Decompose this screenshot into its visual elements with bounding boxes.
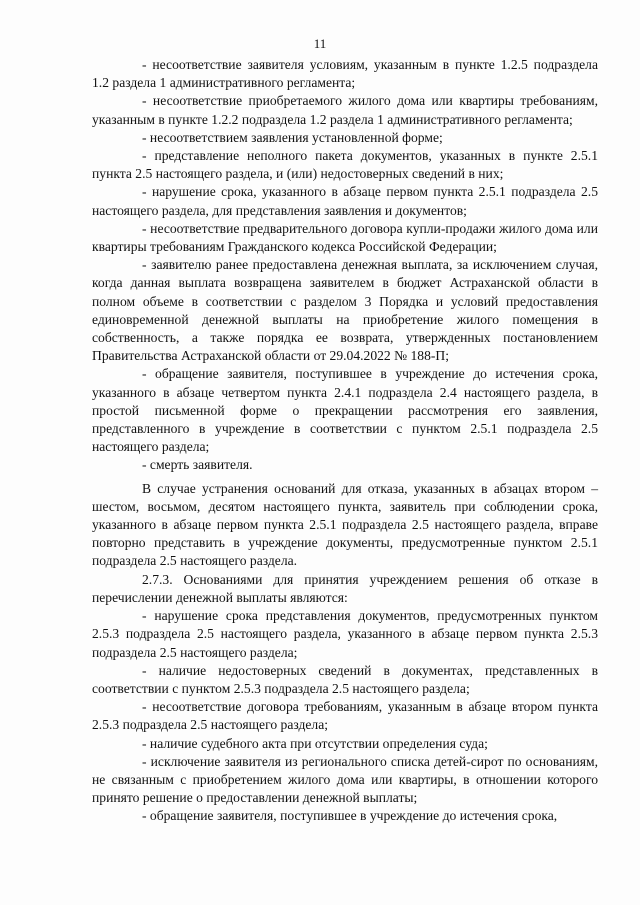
paragraph: - заявителю ранее предоставлена денежная выплата, за исключением случая, когда данная выплата возвращена заявителем в бюджет Астраханской области в полном объеме в соответствии с разделом 3 Порядка и условий предоставления единовременной денежной выплаты на приобретение жилого помещения в собственность, а также порядка ее возврата, утвержденных постановлением Правительства Астраханской области от 29.04.2022 № 188-П; <box>92 257 598 364</box>
paragraph: - несоответствие приобретаемого жилого дома или квартиры требованиям, указанным в пункте 1.2.2 подраздела 1.2 раздела 1 административного регламента; <box>92 93 598 127</box>
paragraph: - несоответствием заявления установленной форме; <box>142 129 443 145</box>
paragraph: - несоответствие заявителя условиям, указанным в пункте 1.2.5 подраздела 1.2 раздела 1 административного регламента; <box>92 57 598 91</box>
paragraph: - представление неполного пакета документов, указанных в пункте 2.5.1 пункта 2.5 настоящего раздела, и (или) недостоверных сведений в них; <box>92 148 598 182</box>
paragraph: - обращение заявителя, поступившее в учреждение до истечения срока, <box>142 808 558 824</box>
paragraph: - несоответствие предварительного договора купли-продажи жилого дома или квартиры требованиям Гражданского кодекса Российской Федерации; <box>92 220 598 255</box>
paragraph: - наличие недостоверных сведений в документах, представленных в соответствии с пунктом 2.5.3 подраздела 2.5 настоящего раздела; <box>92 662 598 696</box>
paragraph: - смерть заявителя. <box>142 457 253 473</box>
paragraph: - несоответствие договора требованиям, указанным в абзаце втором пункта 2.5.3 подраздела 2.5 настоящего раздела; <box>92 699 598 733</box>
paragraph: - нарушение срока представления документов, предусмотренных пунктом 2.5.3 подраздела 2.5 настоящего раздела, указанного в абзаце первом пункта 2.5.3 подраздела 2.5 настоящего раздела; <box>92 608 598 660</box>
document-body <box>92 56 598 826</box>
paragraph: - исключение заявителя из регионального списка детей-сирот по основаниям, не связанным с приобретением жилого дома или квартиры, в отношении которого принято решение о предоставлении денежной выплаты; <box>92 753 598 806</box>
page-number: 11 <box>313 36 327 51</box>
paragraph: 2.7.3. Основаниями для принятия учреждением решения об отказе в перечислении денежной выплаты являются: <box>92 571 598 605</box>
paragraph: - обращение заявителя, поступившее в учреждение до истечения срока, указанного в абзаце четвертом пункта 2.4.1 подраздела 2.4 настоящего раздела, в простой письменной форме о прекращении рассмотрения его заявления, представленного в учреждение в соответствии с пунктом 2.5.1 подраздела 2.5 настоящего раздела; <box>92 366 598 455</box>
paragraph: - нарушение срока, указанного в абзаце первом пункта 2.5.1 подраздела 2.5 настоящего раздела, для представления заявления и документов; <box>92 184 598 218</box>
paragraph: - наличие судебного акта при отсутствии определения суда; <box>142 735 488 751</box>
paragraph: В случае устранения оснований для отказа, указанных в абзацах втором – шестом, восьмом, десятом настоящего пункта, заявитель при соблюдении срока, указанного в абзаце первом пункта 2.5.1 подраздела 2.5 настоящего раздела, вправе повторно представить в учреждение документы, предусмотренные пунктом 2.5.1 подраздела 2.5 настоящего раздела. <box>92 480 598 569</box>
